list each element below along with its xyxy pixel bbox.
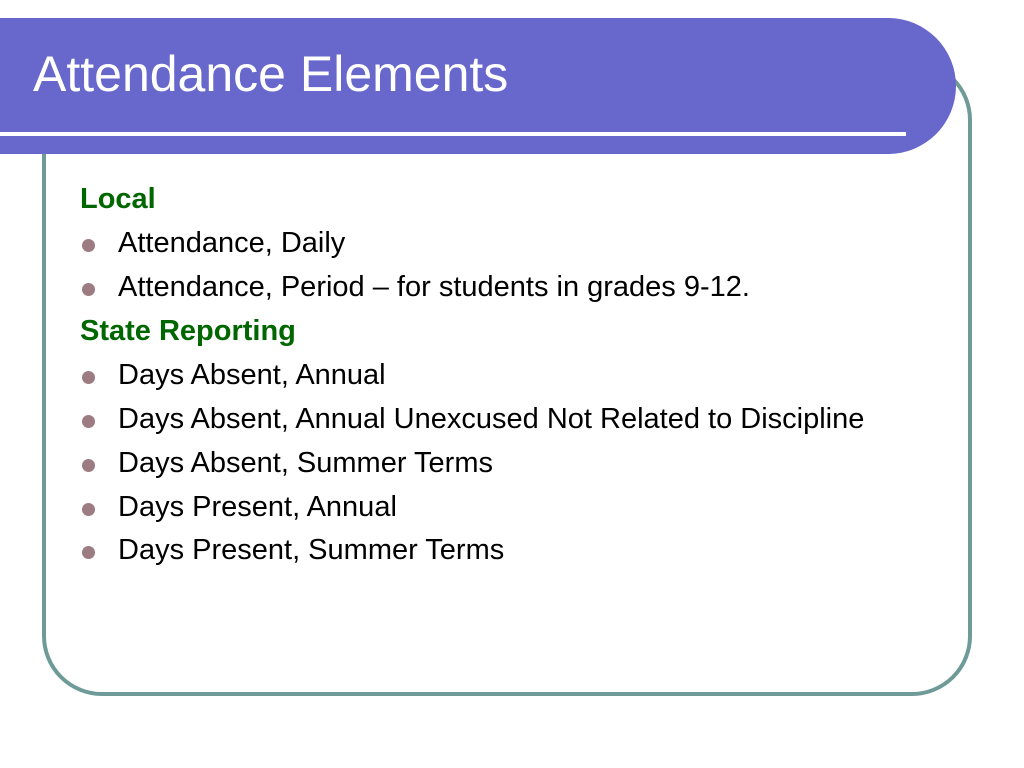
bullet-item: [80, 358, 880, 393]
bullet-item: [80, 490, 880, 525]
bullet-text: Days Absent, Summer Terms: [118, 446, 493, 479]
bullet-item: [80, 402, 880, 437]
bullet-dot-icon: [82, 239, 95, 252]
bullet-item: [80, 270, 880, 305]
bullet-dot-icon: [82, 371, 95, 384]
bullet-text: Days Absent, Annual: [118, 359, 386, 392]
slide-title: Attendance Elements: [33, 46, 509, 102]
bullet-text: Days Absent, Annual Unexcused Not Related to Discipline: [118, 402, 865, 435]
state-reporting-bullet-list: [80, 358, 880, 568]
bullet-text: Attendance, Period – for students in grades 9-12.: [118, 270, 750, 303]
bullet-dot-icon: [82, 459, 95, 472]
section-heading-state-reporting: State Reporting: [80, 315, 296, 348]
bullet-text: Attendance, Daily: [118, 226, 346, 259]
bullet-dot-icon: [82, 546, 95, 559]
bullet-item: [80, 533, 880, 568]
bullet-item: [80, 446, 880, 481]
local-bullet-list: [80, 226, 880, 305]
bullet-text: Days Present, Summer Terms: [118, 534, 505, 567]
title-underline: [0, 132, 906, 136]
bullet-item: [80, 226, 880, 261]
slide-body: [80, 182, 880, 578]
section-heading-local: Local: [80, 183, 156, 215]
bullet-dot-icon: [82, 283, 95, 296]
bullet-text: Days Present, Annual: [118, 490, 397, 523]
bullet-dot-icon: [82, 415, 95, 428]
bullet-dot-icon: [82, 503, 95, 516]
